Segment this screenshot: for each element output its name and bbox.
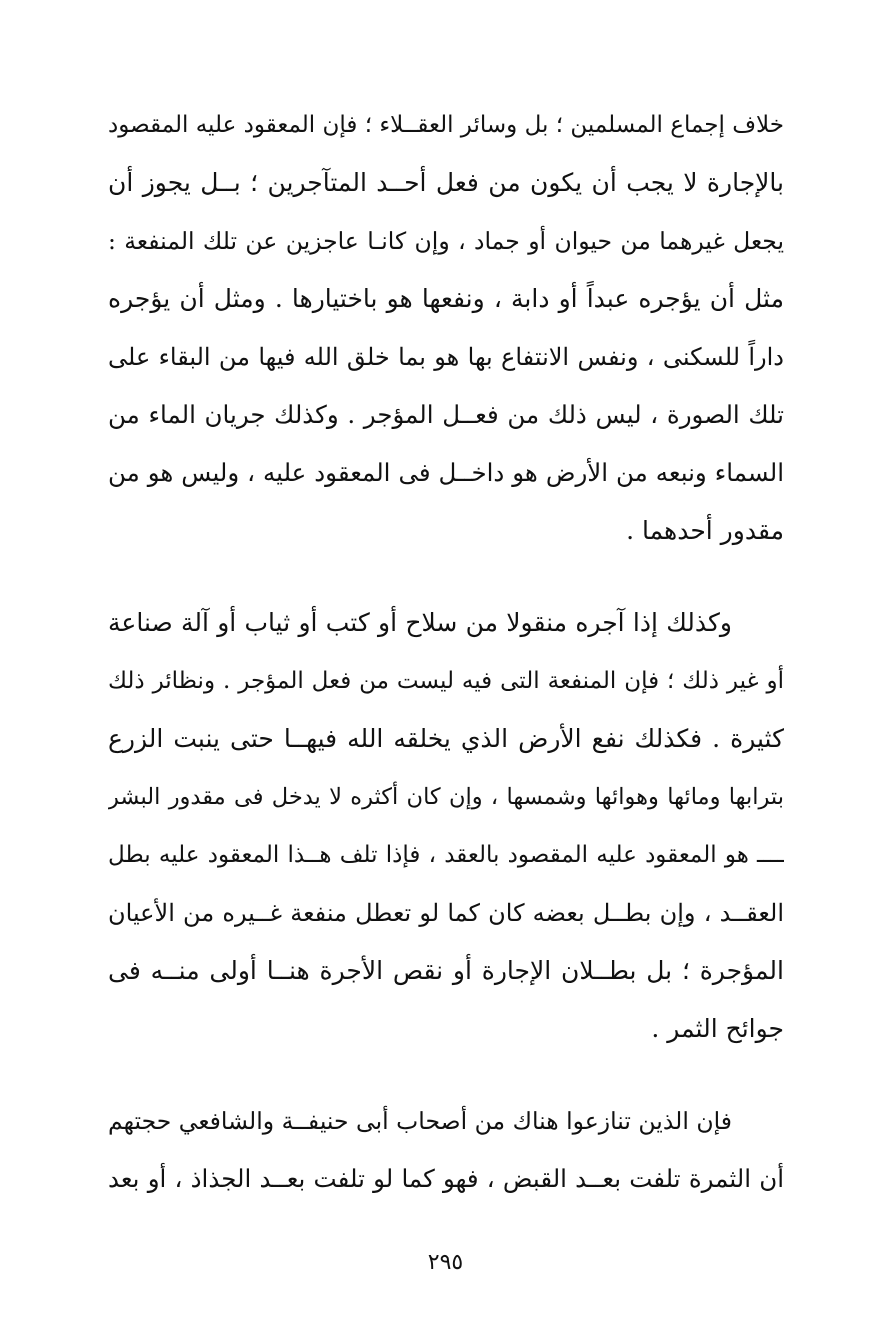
paragraph-2 — [108, 594, 784, 1058]
text-line: بترابها ومائها وهوائها وشمسها ، وإن كان أكثره لا يدخل فى مقدور البشر — [108, 784, 784, 810]
text-line: كثيرة . فكذلك نفع الأرض الذي يخلقه الله فيهــا حتى ينبت الزرع — [108, 724, 784, 753]
text-line: مثل أن يؤجره عبداً أو دابة ، ونفعها هو باختيارها . ومثل أن يؤجره — [108, 284, 784, 313]
text-line: أو غير ذلك ؛ فإن المنفعة التى فيه ليست من فعل المؤجر . ونظائر ذلك — [108, 668, 784, 694]
text-line: السماء ونبعه من الأرض هو داخــل فى المعقود عليه ، وليس هو من — [108, 458, 784, 487]
text-line: فإن الذين تنازعوا هناك من أصحاب أبى حنيفــة والشافعي حجتهم — [108, 1107, 732, 1135]
text-line: تلك الصورة ، ليس ذلك من فعــل المؤجر . وكذلك جريان الماء من — [108, 400, 784, 429]
text-line: أن الثمرة تلفت بعــد القبض ، فهو كما لو تلفت بعــد الجذاذ ، أو بعد — [108, 1164, 784, 1193]
paragraph-1 — [108, 96, 784, 560]
text-line: خلاف إجماع المسلمين ؛ بل وسائر العقــلاء ؛ فإن المعقود عليه المقصود — [108, 112, 784, 138]
text-line: داراً للسكنى ، ونفس الانتفاع بها هو بما خلق الله فيها من البقاء على — [108, 343, 784, 371]
text-line: العقــد ، وإن بطــل بعضه كان كما لو تعطل منفعة غــيره من الأعيان — [108, 899, 784, 927]
text-line: ــــ هو المعقود عليه المقصود بالعقد ، فإذا تلف هــذا المعقود عليه بطل — [108, 842, 784, 868]
page-number: ٢٩٥ — [427, 1250, 464, 1275]
text-line: بالإجارة لا يجب أن يكون من فعل أحــد المتآجرين ؛ بــل يجوز أن — [108, 168, 784, 197]
text-line: مقدور أحدهما . — [626, 516, 784, 545]
text-line: يجعل غيرهما من حيوان أو جماد ، وإن كانـا عاجزين عن تلك المنفعة : — [108, 227, 784, 255]
paragraph-3 — [108, 1092, 784, 1208]
text-line: وكذلك إذا آجره منقولا من سلاح أو كتب أو ثياب أو آلة صناعة — [108, 608, 732, 637]
text-line: جوائح الثمر . — [651, 1014, 784, 1043]
text-line: المؤجرة ؛ بل بطــلان الإجارة أو نقص الأجرة هنــا أولى منــه فى — [108, 956, 784, 985]
